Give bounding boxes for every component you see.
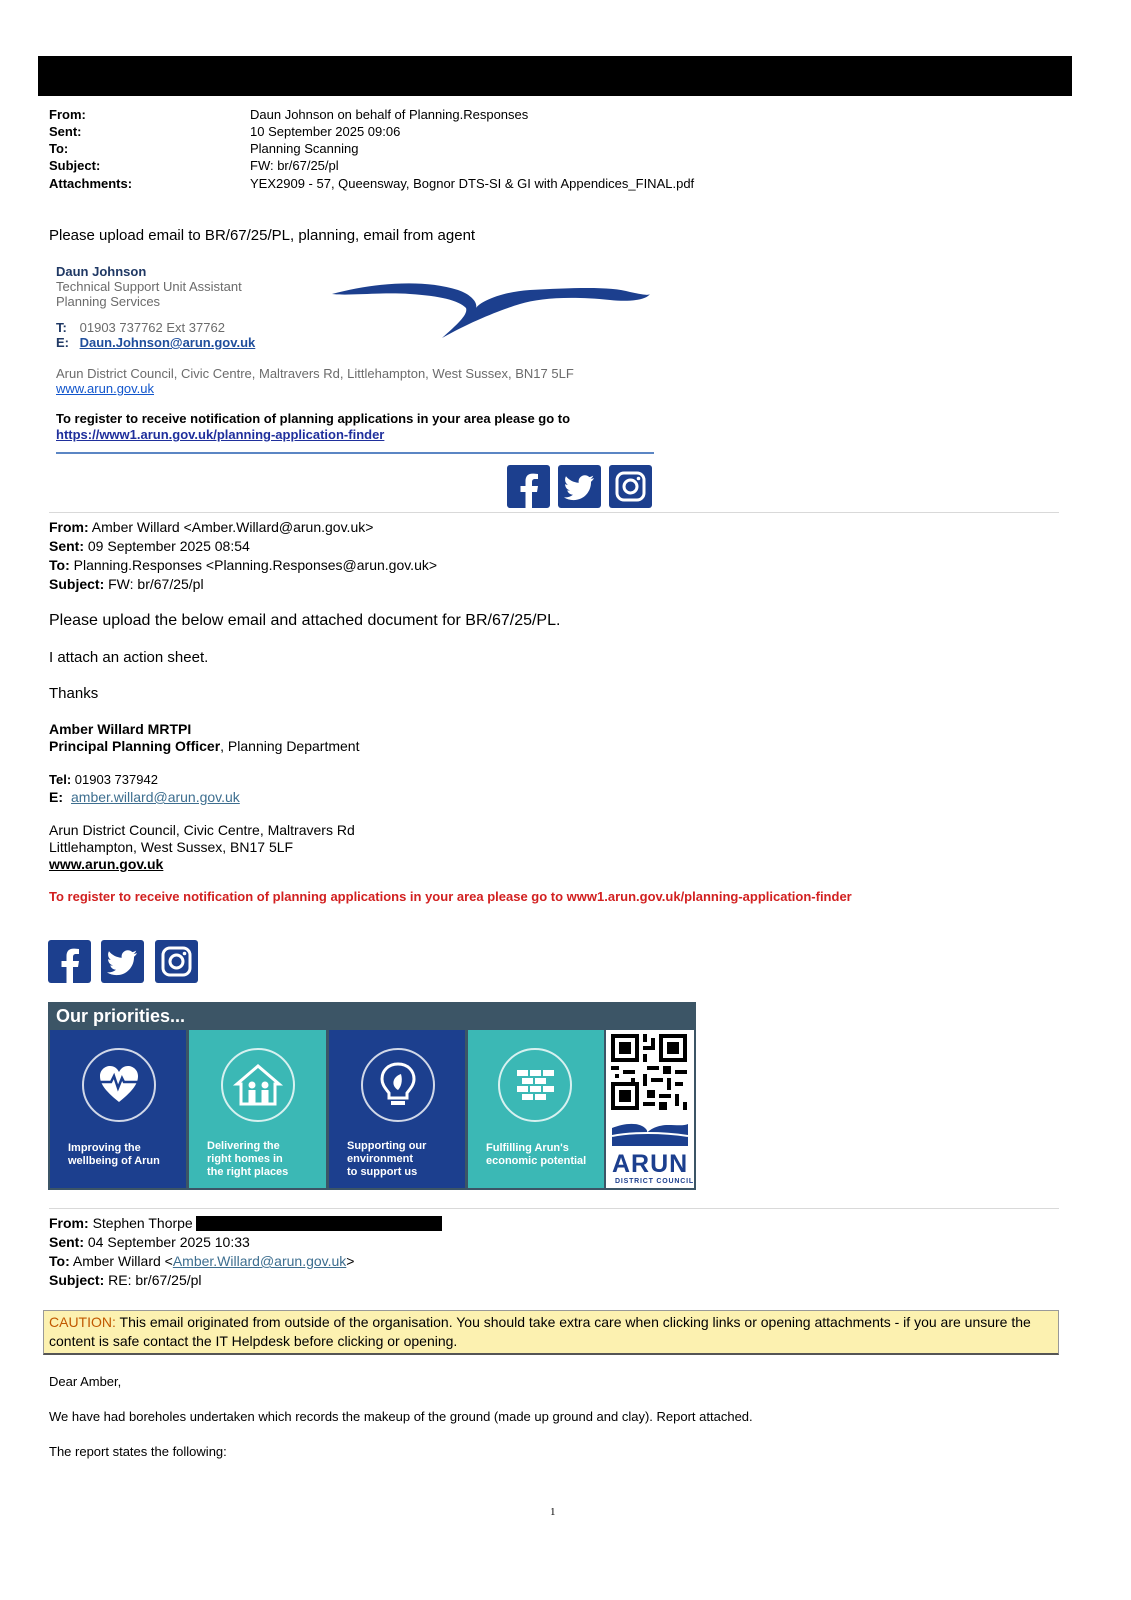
priority-label-homes: Delivering the right homes in the right places [207,1140,289,1178]
msg3-to-label: To: [49,1253,70,1269]
sig1-email-link[interactable]: Daun.Johnson@arun.gov.uk [79,335,256,350]
sig1-tel: 01903 737762 Ext 37762 [79,320,225,335]
social-links-2 [48,940,200,983]
priority-label-economy: Fulfilling Arun's economic potential [486,1142,587,1167]
msg3-sent-label: Sent: [49,1234,84,1250]
sig2-email-link[interactable]: amber.willard@arun.gov.uk [71,789,240,805]
social-links-1 [507,465,657,508]
msg2-line2: I attach an action sheet. [49,649,209,666]
banner-title: Our priorities... [56,1006,186,1026]
sig1-email-label: E: [56,335,69,350]
sig1-notice: To register to receive notification of planning applications in your area please go to [56,411,571,426]
sig2-notice: To register to receive notification of planning applications in your area please go to www1.arun.gov.uk/planning-application-finder [49,889,852,904]
facebook-icon[interactable] [48,940,91,983]
arun-logo-word: ARUN [612,1150,689,1178]
msg2-to-label: To: [49,557,70,573]
arun-bird-logo-icon [330,278,652,342]
heartbeat-icon [82,1048,156,1122]
brick-wall-icon [498,1048,572,1122]
msg2-sent-row [49,537,250,556]
header-to-value: Planning Scanning [250,141,359,156]
msg2-subject: FW: br/67/25/pl [108,576,204,592]
sig1-email-row [56,335,255,350]
lightbulb-leaf-icon [361,1048,435,1122]
sig1-tel-row [56,320,225,335]
header-attachments-value[interactable]: YEX2909 - 57, Queensway, Bognor DTS-SI & GI with Appendices_FINAL.pdf [250,176,695,191]
priority-tile-homes [189,1030,326,1188]
header-sent-value: 10 September 2025 09:06 [250,124,401,139]
msg3-subject-label: Subject: [49,1272,105,1288]
header-subject-label: Subject: [49,158,101,173]
msg2-line1: Please upload the below email and attached document for BR/67/25/PL. [49,612,561,629]
page-number: 1 [550,1506,556,1518]
body-greeting: Dear Amber, [49,1374,122,1389]
msg3-to-row [49,1252,354,1271]
priority-tile-wellbeing [50,1030,186,1188]
msg2-from-row [49,518,373,537]
sig2-address1: Arun District Council, Civic Centre, Maltravers Rd [49,822,355,838]
sig2-name: Amber Willard MRTPI [49,721,192,737]
msg2-from-label: From: [49,519,89,535]
qr-and-logo-panel [606,1030,694,1188]
sig2-email-label: E: [49,789,63,805]
msg2-subject-row [49,575,204,594]
priority-tile-environment [329,1030,465,1188]
msg2-sent-label: Sent: [49,538,84,554]
priorities-banner [48,1002,696,1190]
msg2-from: Amber Willard <Amber.Willard@arun.gov.uk> [91,519,374,535]
msg3-from: Stephen Thorpe [92,1215,193,1231]
header-attachments-label: Attachments: [49,176,133,191]
sig2-tel-label: Tel: [49,772,72,787]
msg3-sent-row [49,1233,250,1252]
instagram-icon[interactable] [609,465,652,508]
sig2-dept: , Planning Department [220,738,360,754]
msg3-to-name: Amber Willard < [72,1253,173,1269]
priority-tile-economy [468,1030,604,1188]
body-paragraph-1: We have had boreholes undertaken which records the makeup of the ground (made up ground and clay). Report attached. [49,1409,753,1424]
intro-text: Please upload email to BR/67/25/PL, planning, email from agent [49,227,476,244]
instagram-icon[interactable] [155,940,198,983]
sig2-address2: Littlehampton, West Sussex, BN17 5LF [49,839,294,855]
header-from-label: From: [49,107,86,122]
home-family-icon [221,1048,295,1122]
sig2-role: Principal Planning Officer [49,738,221,754]
sig1-dept: Planning Services [56,294,161,309]
msg3-to-end: > [346,1253,355,1269]
sig1-tel-label: T: [56,320,67,335]
priority-label-environment: Supporting our environment to support us [347,1140,427,1178]
msg3-from-label: From: [49,1215,89,1231]
body-paragraph-2: The report states the following: [49,1444,227,1459]
redacted-header-bar [38,56,1072,96]
msg3-subject-row [49,1271,202,1290]
msg2-subject-label: Subject: [49,576,105,592]
header-from-value: Daun Johnson on behalf of Planning.Responses [250,107,529,122]
sig2-website-link[interactable]: www.arun.gov.uk [49,856,164,872]
msg2-to-row [49,556,437,575]
msg2-sent: 09 September 2025 08:54 [87,538,250,554]
msg3-from-row [49,1214,193,1233]
msg3-to-email-link[interactable]: Amber.Willard@arun.gov.uk [172,1253,347,1269]
sig1-address: Arun District Council, Civic Centre, Maltravers Rd, Littlehampton, West Sussex, BN17 5LF [56,366,574,381]
header-to-label: To: [49,141,69,156]
twitter-icon[interactable] [558,465,601,508]
msg3-subject: RE: br/67/25/pl [108,1272,202,1288]
msg3-sent: 04 September 2025 10:33 [87,1234,250,1250]
twitter-icon[interactable] [101,940,144,983]
arun-logo-icon [612,1118,688,1146]
sig2-tel-row [49,771,158,788]
caution-label: CAUTION: [49,1314,116,1330]
caution-message [49,1313,1054,1351]
header-subject-value: FW: br/67/25/pl [250,158,339,173]
sig1-title: Technical Support Unit Assistant [56,279,242,294]
header-sent-label: Sent: [49,124,82,139]
sig2-email-row [49,789,240,806]
redacted-email-address [196,1216,442,1231]
sig1-name: Daun Johnson [56,264,147,279]
message-divider [49,1208,1059,1209]
msg2-to: Planning.Responses <Planning.Responses@arun.gov.uk> [73,557,438,573]
facebook-icon[interactable] [507,465,550,508]
caution-text: This email originated from outside of the organisation. You should take extra care when clicking links or opening attachments - if you are unsure the content is safe contact the IT Helpdesk before clicking or opening. [49,1314,1031,1349]
arun-logo-subtitle: DISTRICT COUNCIL [615,1178,694,1185]
sig2-tel: 01903 737942 [74,772,158,787]
sig1-notice-link[interactable]: https://www1.arun.gov.uk/planning-application-finder [56,427,385,442]
message-divider [49,512,1059,513]
sig2-role-row [49,738,359,755]
qr-code-icon[interactable] [611,1034,687,1110]
signature-divider [56,452,654,454]
priority-label-wellbeing: Improving the wellbeing of Arun [68,1142,160,1167]
sig1-website-link[interactable]: www.arun.gov.uk [56,381,155,396]
msg2-line3: Thanks [49,685,99,702]
caution-banner [43,1310,1059,1355]
